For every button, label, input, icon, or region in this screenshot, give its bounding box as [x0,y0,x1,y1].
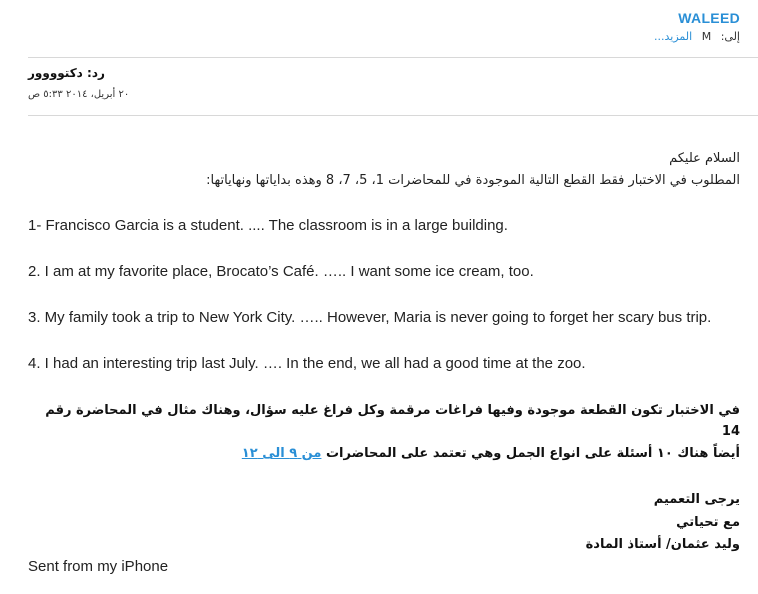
subject-divider [28,115,758,116]
recipients-line [654,30,740,43]
passage-item-1: 1- Francisco Garcia is a student. .... The classroom is in a large building. [28,217,508,234]
message-header [28,0,740,60]
message-subject: رد: دكتوووور [28,66,105,80]
greeting: السلام عليكم [669,151,740,166]
also-note [28,443,740,465]
also-note-text: أيضاً هناك ١٠ أسئلة على انواع الجمل وهي تعتمد على المحاضرات [325,446,740,461]
passage-item-4: 4. I had an interesting trip last July. …. In the end, we all had a good time at the zoo. [28,355,586,372]
header-divider [28,57,758,58]
regards-line: مع تحياتي [676,515,740,530]
signature-line: وليد عثمان/ أستاذ المادة [585,537,740,552]
sender-name[interactable]: WALEED [678,10,740,26]
passage-item-2: 2. I am at my favorite place, Brocato’s Café. ….. I want some ice cream, too. [28,263,534,280]
intro-text: المطلوب في الاختبار فقط القطع التالية الموجودة في للمحاضرات 1، 5، 7، 8 وهذه بداياتها ونهاياتها: [206,173,740,188]
more-recipients-link[interactable]: المزيد... [654,30,693,43]
sent-from-footer: Sent from my iPhone [28,558,169,575]
to-label: إلى: [720,30,740,43]
exam-note-number: 14 [721,424,740,439]
passage-item-3: 3. My family took a trip to New York City. ….. However, Maria is never going to forget her scary bus trip. [28,309,712,326]
exam-note: في الاختبار تكون القطعة موجودة وفيها فراغات مرقمة وكل فراغ عليه سؤال، وهناك مثال في المحاضرة رقم [45,403,740,418]
lectures-range-link[interactable]: من ٩ الى ١٢ [241,446,322,461]
circulate-line: يرجى التعميم [653,492,740,507]
message-date: ٢٠ أبريل، ٢٠١٤ ٥:٣٣ ص [28,89,130,100]
recipient[interactable]: M [701,30,712,43]
